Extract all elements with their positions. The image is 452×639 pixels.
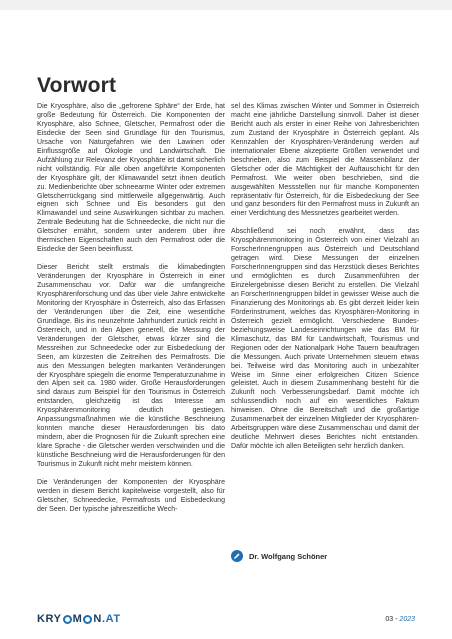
page-number-value: 03 - — [385, 615, 398, 623]
logo-o-mark-icon — [63, 615, 72, 624]
page-year: 2023 — [399, 615, 415, 623]
logo-tld: .AT — [101, 613, 121, 625]
author-signature — [231, 550, 327, 562]
logo-o-mark-icon — [83, 615, 92, 624]
author-name: Dr. Wolfgang Schöner — [249, 551, 328, 561]
paragraph: Abschließend sei noch erwähnt, dass das Kryosphärenmonitoring in Österreich von einer Vielzahl an ForscherInnengruppen aus Österreich und Deutschland getragen wird. Diese Messungen der einzelnen ForscherInnengruppen sind das Herzstück dieses Berichtes und ermöglichten es durch Zusammenführen der Einzelergebnisse diesen Bericht zu erstellen. Die Vielzahl an ForscherInnengruppen bildet in gewisser Weise auch die Finanzierung des Monitorings ab. Es gibt derzeit leider kein Förderinstrument, welches das Kryosphären-Monitoring in Österreich gezielt ermöglicht. Verschiedene Bundes- beziehungsweise Landeseinrichtungen wie das BM für Klimaschutz, das BM für Landwirtschaft, Tourismus und Regionen oder der Nationalpark Hohe Tauern beauftragen die Messungen. Auch private Unternehmen steuern etwas bei. Teilweise wird das Monitoring auch in unbezahlter Weise im Sinne einer erfolgreichen Citizen Science geleistet. Auch in diesem Zusammenhang besteht für die Zukunft noch Verbesserungsbedarf. Damit möchte ich schlussendlich noch auf ein wesentliches Faktum hinweisen. Ohne die Bereitschaft und die großartige Zusammenarbeit der einzelnen Mitglieder der Kryosphären-Arbeitsgruppen wäre diese Zusammenschau und damit der deutliche Mehrwert dieses Berichtes nicht entstanden. Dafür möchte ich allen Beteiligten sehr herzlich danken. — [231, 228, 419, 451]
logo-text-middle: M — [72, 613, 83, 625]
paragraph: Die Veränderungen der Komponenten der Kryosphäre werden in diesem Bericht kapitelweise vorgestellt, also für Gletscher, Schneedecke, Permafrosts und Eisbedeckung der Seen. Der typische jahreszeitliche Wech- — [37, 478, 225, 513]
paragraph: sel des Klimas zwischen Winter und Sommer in Österreich macht eine jährliche Darstellung sinnvoll. Daher ist dieser Bericht auch als erster in einer Reihe von Jahresberichten zum Zustand der Kryosphäre in Österreich geplant. Als Kennzahlen der Kryosphären-Veränderung werden auf internationaler Ebene akzeptierte Größen verwendet und beschrieben, also zum Beispiel die Massenbilanz der Gletscher oder die Mächtigkeit der Auftauschicht für den Permafrost. Wie weiter oben beschrieben, sind die ausgewählten Messstellen nur für manche Komponenten repräsentativ für Österreich, für die Eisbedeckung der See und ganz besonders für den Permafrost muss in Zukunft an einer Verdichtung des Messnetzes gearbeitet werden. — [231, 103, 419, 218]
paragraph: Die Kryosphäre, also die „gefrorene Sphäre“ der Erde, hat große Bedeutung für Österreich. Die Komponenten der Kryosphäre, also Schnee, Gletscher, Permafrost oder die Eisdecke der Seen sind Grundlage für den Tourismus, Ursache von Naturgefahren wie den Lawinen oder Einflussgröße auf Ökologie und Landwirtschaft. Die Aufzählung zur Relevanz der Kryosphäre ist damit sicherlich nicht vollständig. Für alle oben angeführte Komponenten der Kryosphäre gilt, der Klimawandel setzt ihnen deutlich zu. Medienberichte über schneearme Winter oder extremen Gletscherrückgang sind mittlerweile allgegenwärtig. Auch eignen sich Schnee und Eis besonders gut den Klimawandel und seine Auswirkungen sichtbar zu machen. Zentrale Bedeutung hat die Schneedecke, die nicht nur die Gletscher ernährt, sondern unter anderem über ihre thermischen Eigenschaften auch den Permafrost oder die Eisdecke der Seen beeinflusst. — [37, 103, 226, 254]
pen-icon — [231, 550, 243, 562]
logo-text-prefix: KRY — [37, 613, 62, 625]
logo-text-suffix: N — [93, 613, 102, 625]
paragraph: Dieser Bericht stellt erstmals die klimabedingten Veränderungen der Kryosphäre in Österreich in einer Zusammenschau vor. Dafür war die umfangreiche Kryosphärenforschung und das über viele Jahre entwickelte Monitoring der Kryosphäre in Österreich, also das Erfassen der Veränderungen über die Zeit, eine wesentliche Grundlage. Bis ins neunzehnte Jahrhundert zurück reicht in Österreich, und in den Alpen generell, die Messung der Veränderungen der Gletscher, etwas kürzer sind die Messreihen zur Schneedecke oder zur Eisbedeckung der Seen, am kürzesten die Zeitreihen des Permafrosts. Die aus den Messungen belegten markanten Veränderungen der Kryosphäre spiegeln die enorme Temperaturzunahme in den Alpen seit ca. 1980 wider. Große Herausforderungen sind daraus zum Beispiel für den Tourismus in Österreich entstanden, gleichzeitig ist das Interesse am Kryosphärenmonitoring deutlich gestiegen. Anpassungsmaßnahmen wie die künstliche Beschneiung konnten manche dieser Herausforderungen bis dato mindern, aber die Prognosen für die Zukunft sprechen eine klare Sprache - die Gletscher werden verschwinden und die künstliche Beschneiung wird die Herausforderungen für den Tourismus in Zukunft nicht mehr meistern können. — [37, 264, 225, 469]
top-band — [0, 0, 452, 10]
page-number — [385, 616, 415, 623]
text-column-left — [37, 103, 225, 524]
page-title: Vorwort — [37, 74, 117, 97]
kryomon-logo — [37, 613, 121, 625]
text-column-right — [231, 103, 419, 461]
page-footer — [37, 610, 415, 628]
